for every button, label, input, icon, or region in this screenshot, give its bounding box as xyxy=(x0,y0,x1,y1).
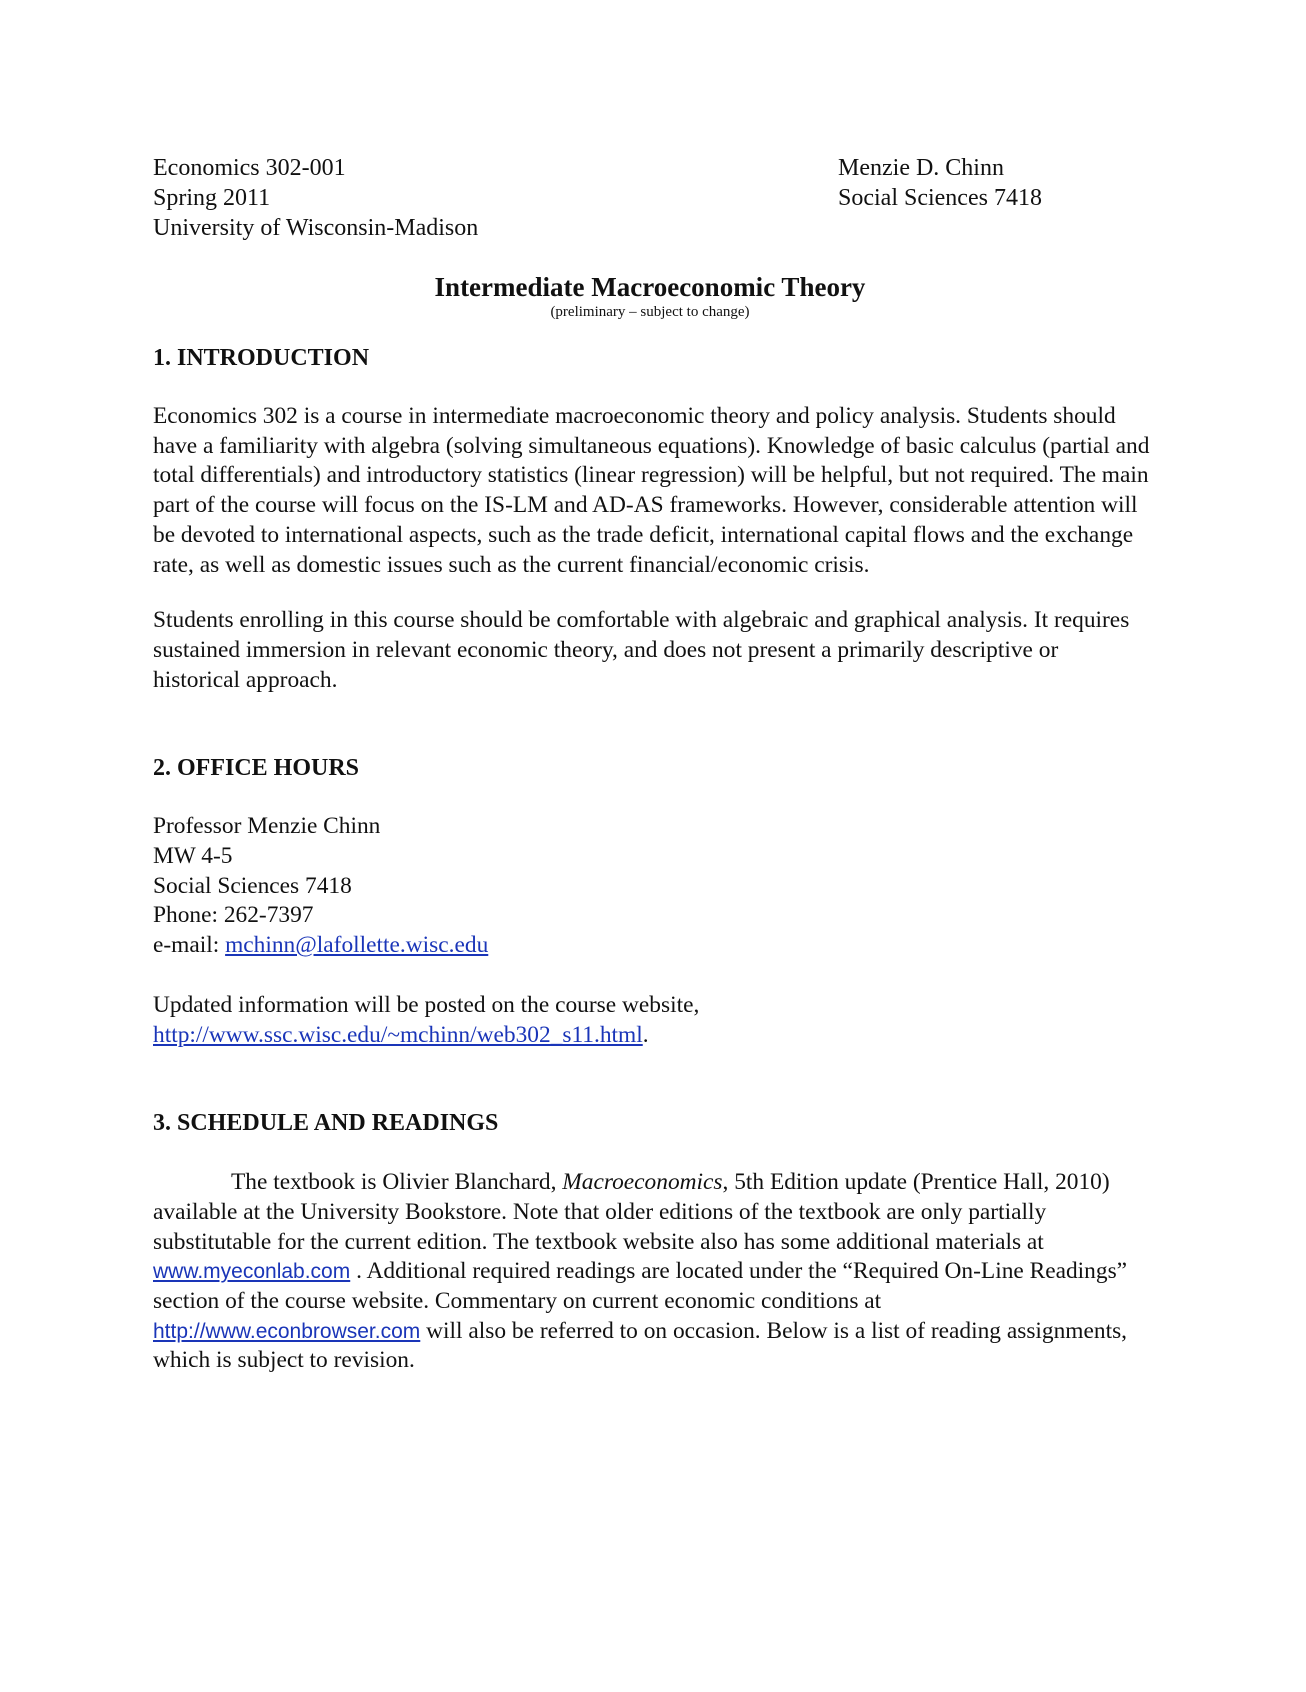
office-hours-time: MW 4-5 xyxy=(153,843,233,870)
section-heading-introduction: 1. INTRODUCTION xyxy=(153,345,370,371)
instructor-info xyxy=(838,153,1042,213)
schedule-paragraph xyxy=(153,1168,1143,1376)
document-subtitle: (preliminary – subject to change) xyxy=(550,304,750,320)
course-info xyxy=(153,153,478,243)
professor-name: Professor Menzie Chinn xyxy=(153,813,381,840)
course-website-link[interactable]: http://www.ssc.wisc.edu/~mchinn/web302_s11.html xyxy=(153,1021,643,1048)
section-heading-office-hours: 2. OFFICE HOURS xyxy=(153,755,360,782)
office-hours-block xyxy=(153,812,1153,961)
website-suffix: . xyxy=(642,1021,649,1048)
schedule-text-4: will also be referred to on occasion. Below is a list of reading assignments, which is subject to revision. xyxy=(153,1317,1128,1374)
course-number: Economics 302-001 xyxy=(153,155,346,181)
office-room: Social Sciences 7418 xyxy=(153,872,352,899)
introduction-paragraph-2: Students enrolling in this course should be comfortable with algebraic and graphical analysis. It requires sustained immersion in relevant economic theory, and does not present a primarily descriptive or historical approach. xyxy=(153,607,1130,693)
course-term: Spring 2011 xyxy=(153,185,271,211)
instructor-name: Menzie D. Chinn xyxy=(838,155,1004,181)
email-line xyxy=(153,931,1153,961)
title-block xyxy=(153,271,1147,321)
document-page xyxy=(153,153,1153,1376)
econbrowser-link[interactable]: http://www.econbrowser.com xyxy=(153,1319,421,1343)
textbook-title: Macroeconomics xyxy=(562,1169,723,1196)
course-university: University of Wisconsin-Madison xyxy=(153,215,479,241)
schedule-text-2: , 5th Edition update (Prentice Hall, 2010) available at the University Bookstore. Note that older editions of the textbook are only partially substitutable for the current edition. The textbook website also has some additional materials at xyxy=(153,1169,1110,1255)
email-label: e-mail: xyxy=(153,932,226,959)
section-heading-schedule: 3. SCHEDULE AND READINGS xyxy=(153,1110,499,1137)
document-title: Intermediate Macroeconomic Theory xyxy=(434,272,866,302)
schedule-text-1: The textbook is Olivier Blanchard, xyxy=(231,1169,563,1196)
website-paragraph xyxy=(153,991,1153,1050)
email-link[interactable]: mchinn@lafollette.wisc.edu xyxy=(225,932,489,959)
introduction-paragraph-1: Economics 302 is a course in intermediate macroeconomic theory and policy analysis. Students should have a familiarity with algebra (solving simultaneous equations). Knowledge of basic calculus (partial and total differentials) and introductory statistics (linear regression) will be helpful, but not required. The main part of the course will focus on the IS-LM and AD-AS frameworks. However, considerable attention will be devoted to international aspects, such as the trade deficit, international capital flows and the exchange rate, as well as domestic issues such as the current financial/economic crisis. xyxy=(153,403,1150,578)
office-phone: Phone: 262-7397 xyxy=(153,902,314,929)
website-intro-text: Updated information will be posted on the course website, xyxy=(153,991,700,1018)
document-header xyxy=(153,153,1153,245)
instructor-office: Social Sciences 7418 xyxy=(838,185,1042,211)
schedule-text-3: . Additional required readings are located under the “Required On-Line Readings” section of the course website. Commentary on current economic conditions at xyxy=(153,1258,1128,1315)
myeconlab-link[interactable]: www.myeconlab.com xyxy=(153,1260,351,1284)
